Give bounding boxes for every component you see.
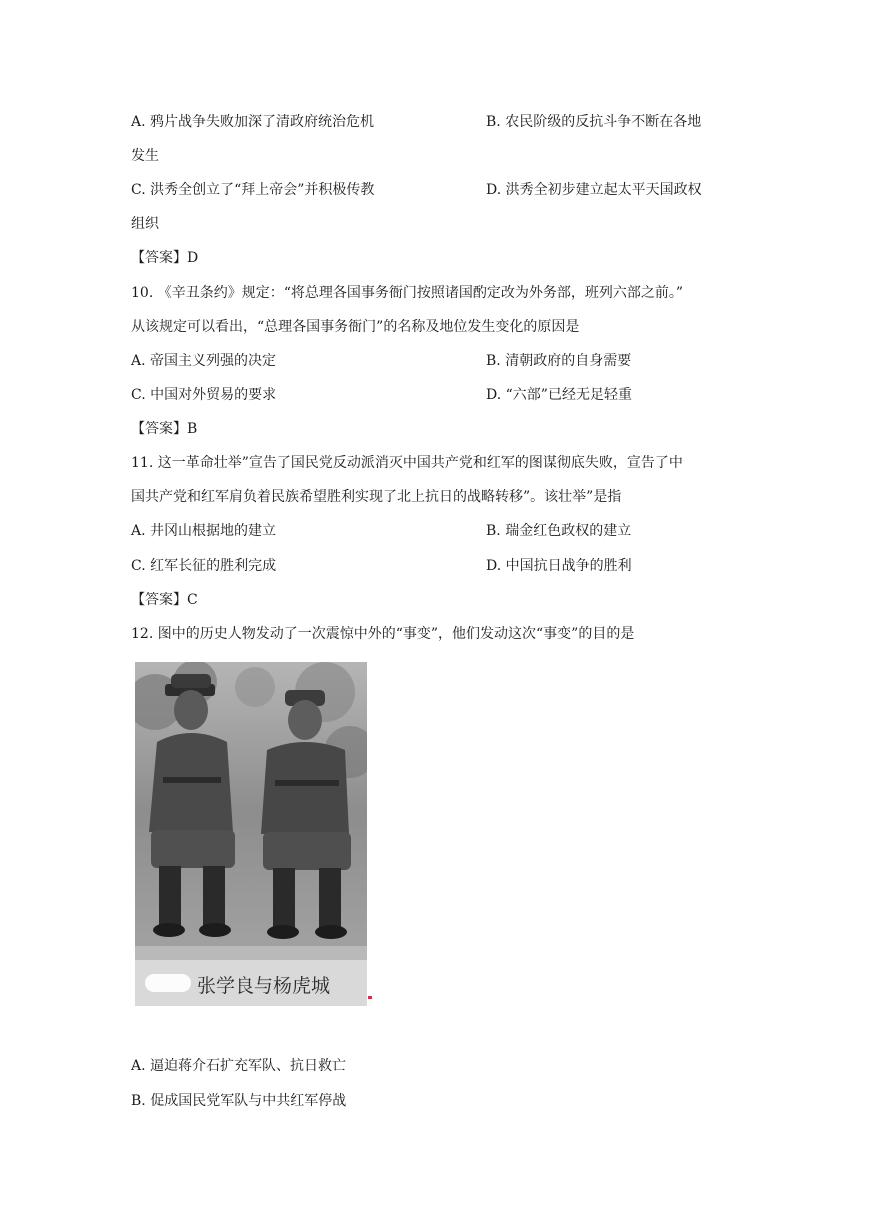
q11-stem-line-1: 11. 这一革命壮举”宣告了国民党反动派消灭中国共产党和红军的图谋彻底失败，宣告了中 [131, 455, 683, 471]
historical-photo [135, 662, 367, 1006]
q10-option-d: D. “六部”已经无足轻重 [486, 387, 632, 403]
q10-stem-line-2: 从该规定可以看出，“总理各国事务衙门”的名称及地位发生变化的原因是 [131, 319, 580, 335]
photo-caption: 张学良与杨虎城 [197, 975, 331, 997]
q10-option-b: B. 清朝政府的自身需要 [486, 353, 632, 369]
q10-answer: 【答案】B [131, 421, 198, 437]
q12-option-a: A. 逼迫蒋介石扩充军队、抗日救亡 [131, 1058, 347, 1074]
q10-option-a: A. 帝国主义列强的决定 [131, 353, 277, 369]
q9-option-b-continued: 发生 [131, 148, 159, 164]
photo-figures-illustration [135, 662, 367, 962]
red-mark [368, 996, 372, 999]
q11-answer: 【答案】C [131, 592, 198, 608]
q10-stem-line-1: 10. 《辛丑条约》规定：“将总理各国事务衙门按照诸国酌定改为外务部，班列六部之前。” [131, 285, 684, 301]
q9-answer: 【答案】D [131, 250, 199, 266]
q11-option-d: D. 中国抗日战争的胜利 [486, 558, 632, 574]
q11-option-b: B. 瑞金红色政权的建立 [486, 523, 632, 539]
caption-redaction [145, 974, 191, 992]
q9-option-b: B. 农民阶级的反抗斗争不断在各地 [486, 114, 702, 130]
q9-option-c: C. 洪秀全创立了“拜上帝会”并积极传教 [131, 182, 375, 198]
q10-option-c: C. 中国对外贸易的要求 [131, 387, 277, 403]
q12-option-b: B. 促成国民党军队与中共红军停战 [131, 1093, 347, 1109]
q9-option-a: A. 鸦片战争失败加深了清政府统治危机 [131, 114, 375, 130]
q9-option-d-continued: 组织 [131, 216, 159, 232]
q11-option-a: A. 井冈山根据地的建立 [131, 523, 277, 539]
q11-option-c: C. 红军长征的胜利完成 [131, 558, 277, 574]
photo-caption-box [135, 960, 367, 1006]
q9-option-d: D. 洪秀全初步建立起太平天国政权 [486, 182, 702, 198]
q11-stem-line-2: 国共产党和红军肩负着民族希望胜利实现了北上抗日的战略转移”。该壮举”是指 [131, 489, 622, 505]
q12-stem: 12. 图中的历史人物发动了一次震惊中外的“事变”，他们发动这次“事变”的目的是 [131, 626, 635, 642]
